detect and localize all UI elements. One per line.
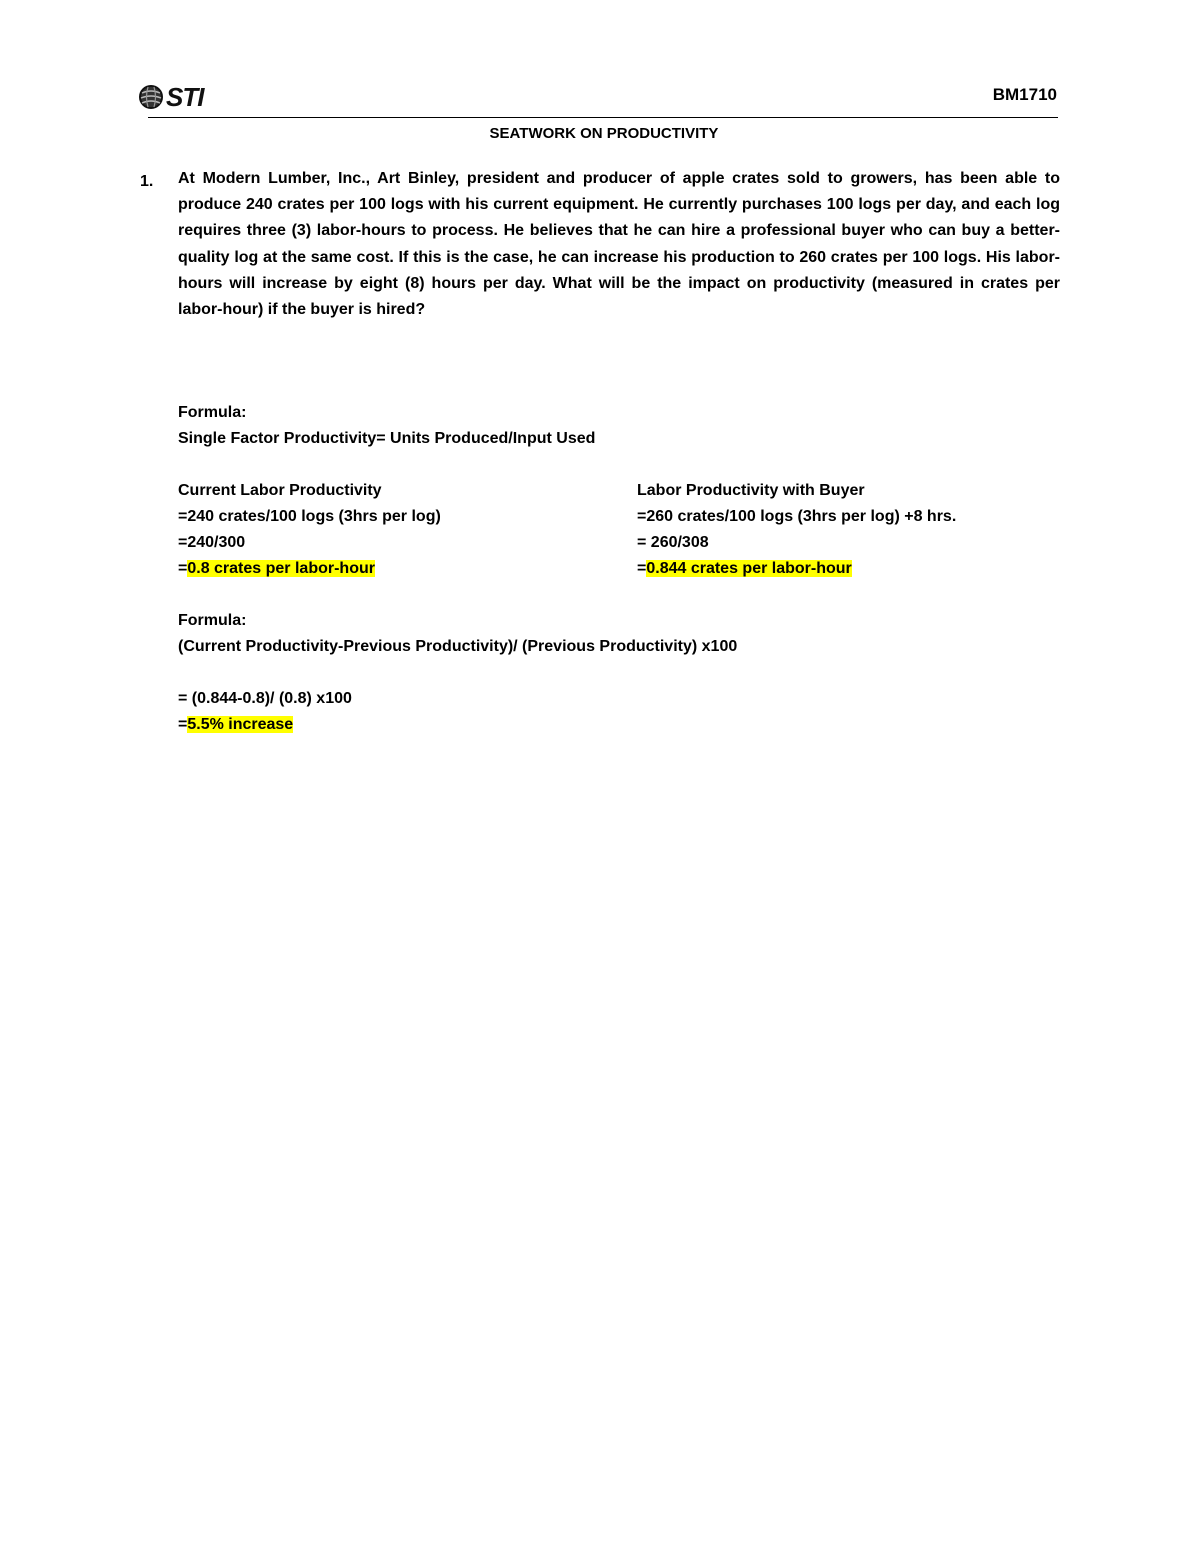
buyer-productivity-line: = 260/308 xyxy=(637,534,709,551)
highlighted-result: 5.5% increase xyxy=(187,716,294,733)
result-prefix: = xyxy=(178,716,188,733)
formula-label: Formula: xyxy=(178,612,247,629)
buyer-productivity-result xyxy=(637,558,852,580)
current-productivity-line: =240/300 xyxy=(178,534,246,551)
current-productivity-line: =240 crates/100 logs (3hrs per log) xyxy=(178,508,441,525)
buyer-productivity-line: =260 crates/100 logs (3hrs per log) +8 hrs. xyxy=(637,508,957,525)
sti-globe-icon xyxy=(138,84,164,110)
buyer-productivity-heading: Labor Productivity with Buyer xyxy=(637,482,865,499)
formula-text: Single Factor Productivity= Units Produced/Input Used xyxy=(178,430,596,447)
question-text: At Modern Lumber, Inc., Art Binley, president and producer of apple crates sold to growers, has been able to produce 240 crates per 100 logs with his current equipment. He currently purchases 100 logs per day, and each log requires three (3) labor-hours to process. He believes that he can hire a professional buyer who can buy a better-quality log at the same cost. If this is the case, he can increase his production to 260 crates per 100 logs. His labor-hours will increase by eight (8) hours per day. What will be the impact on productivity (measured in crates per labor-hour) if the buyer is hired? xyxy=(178,170,1060,319)
formula-text: (Current Productivity-Previous Productivity)/ (Previous Productivity) x100 xyxy=(178,638,738,655)
highlighted-result: 0.8 crates per labor-hour xyxy=(187,560,375,577)
result-prefix: = xyxy=(178,560,188,577)
percent-change-result xyxy=(178,714,293,736)
logo-text: STI xyxy=(166,82,204,112)
page-title: SEATWORK ON PRODUCTIVITY xyxy=(489,125,719,142)
document-code: BM1710 xyxy=(992,85,1057,104)
formula-calculation: = (0.844-0.8)/ (0.8) x100 xyxy=(178,690,352,707)
formula-label: Formula: xyxy=(178,404,247,421)
sti-logo xyxy=(138,80,203,114)
current-productivity-heading: Current Labor Productivity xyxy=(178,482,382,499)
result-prefix: = xyxy=(637,560,647,577)
current-productivity-result xyxy=(178,558,375,580)
header-divider xyxy=(148,117,1058,118)
question-number: 1. xyxy=(140,173,154,190)
highlighted-result: 0.844 crates per labor-hour xyxy=(646,560,852,577)
